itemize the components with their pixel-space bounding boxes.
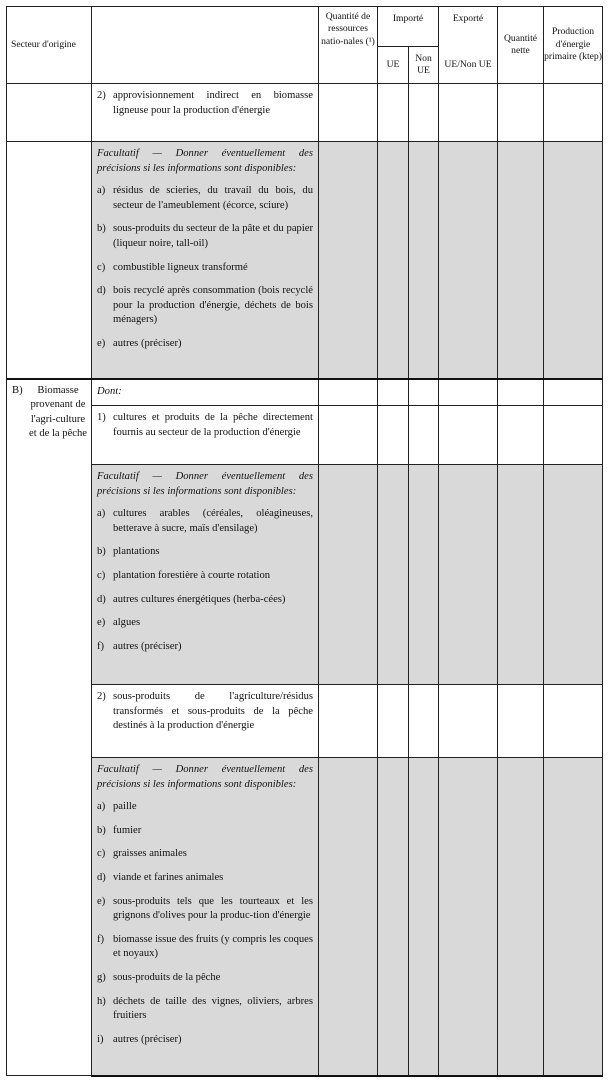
optional-intro: Facultatif — Donner éventuellement des précisions si les informations sont disponibles:	[97, 764, 313, 790]
value-cell[interactable]	[378, 685, 409, 758]
value-cell[interactable]	[544, 406, 603, 465]
item-text: sous-produits du secteur de la pâte et du papier (liqueur noire, tall-oil)	[113, 223, 313, 250]
item-label: g)	[97, 972, 106, 984]
value-cell	[319, 465, 378, 685]
value-cell[interactable]	[378, 379, 409, 406]
value-cell	[439, 465, 498, 685]
value-cell	[498, 465, 544, 685]
biomass-table	[6, 6, 603, 1077]
desc-cell	[92, 84, 319, 142]
sector-cell-b	[7, 379, 92, 1076]
sector-cell	[7, 142, 92, 379]
item-text: plantation forestière à courte rotation	[113, 570, 271, 582]
item-text: bois recyclé après consommation (bois recyclé pour la production d'énergie, déchets de bois ménagers)	[113, 285, 313, 326]
value-cell[interactable]	[439, 379, 498, 406]
item-label: 2)	[97, 90, 106, 101]
value-cell[interactable]	[319, 84, 378, 142]
value-cell[interactable]	[544, 685, 603, 758]
value-cell	[498, 142, 544, 379]
row-crops	[7, 406, 603, 465]
value-cell	[544, 142, 603, 379]
header-non-ue: Non UE	[409, 47, 439, 84]
row-optional-1	[7, 142, 603, 379]
desc-cell	[92, 465, 319, 685]
header-quantity-national: Quantité de ressources natio-nales (¹)	[319, 7, 378, 84]
item-text: combustible ligneux transformé	[113, 261, 248, 273]
item-label: d)	[97, 593, 106, 605]
value-cell[interactable]	[498, 406, 544, 465]
header-ue: UE	[378, 47, 409, 84]
value-cell	[319, 758, 378, 1076]
desc-cell	[92, 685, 319, 758]
value-cell[interactable]	[319, 379, 378, 406]
header-sector: Secteur d'origine	[7, 7, 92, 84]
value-cell[interactable]	[544, 379, 603, 406]
header-primary-energy: Production d'énergie primaire (ktep)	[544, 7, 603, 84]
item-text: approvisionnement indirect en biomasse ligneuse pour la production d'énergie	[113, 90, 313, 116]
row-dont	[7, 379, 603, 406]
value-cell	[409, 758, 439, 1076]
item-label: b)	[97, 546, 106, 558]
sector-text: Biomasse provenant de l'agri-culture et de la pêche	[29, 384, 87, 440]
value-cell[interactable]	[498, 84, 544, 142]
item-label: b)	[97, 824, 106, 836]
desc-cell	[92, 406, 319, 465]
item-text: sous-produits tels que les tourteaux et les grignons d'olives pour la produc-tion d'énergie	[113, 895, 313, 922]
item-text: viande et farines animales	[113, 872, 224, 884]
desc-cell	[92, 142, 319, 379]
item-label: a)	[97, 185, 106, 197]
item-label: c)	[97, 570, 106, 582]
item-text: plantations	[113, 546, 160, 558]
value-cell	[378, 758, 409, 1076]
sector-label: B)	[12, 384, 23, 396]
value-cell[interactable]	[439, 406, 498, 465]
item-text: algues	[113, 617, 141, 629]
item-text: paille	[113, 801, 137, 813]
value-cell[interactable]	[409, 406, 439, 465]
item-label: a)	[97, 801, 106, 813]
value-cell[interactable]	[544, 84, 603, 142]
item-text: cultures arables (céréales, oléagineuses, betterave à sucre, maïs d'ensilage)	[113, 508, 313, 534]
header-row-1	[7, 7, 603, 47]
item-text: sous-produits de l'agriculture/résidus transformés et sous-produits de la pêche destinés à la production d'énergie	[113, 691, 313, 732]
item-label: a)	[97, 508, 106, 520]
item-text: graisses animales	[113, 848, 187, 860]
item-label: c)	[97, 848, 106, 860]
item-label: h)	[97, 995, 106, 1007]
value-cell	[409, 465, 439, 685]
value-cell[interactable]	[409, 379, 439, 406]
item-label: f)	[97, 640, 105, 652]
value-cell[interactable]	[319, 406, 378, 465]
item-label: d)	[97, 872, 106, 884]
item-label: e)	[97, 338, 106, 350]
value-cell	[378, 142, 409, 379]
item-label: b)	[97, 223, 106, 235]
value-cell	[378, 465, 409, 685]
item-text: biomasse issue des fruits (y compris les coques et noyaux)	[113, 933, 313, 960]
item-label: d)	[97, 285, 106, 297]
dont-label: Dont:	[92, 379, 319, 406]
item-text: résidus de scieries, du travail du bois, du secteur de l'ameublement (écorce, sciure)	[113, 185, 313, 211]
value-cell[interactable]	[319, 685, 378, 758]
value-cell[interactable]	[378, 84, 409, 142]
value-cell[interactable]	[439, 685, 498, 758]
item-label: e)	[97, 617, 106, 629]
item-text: sous-produits de la pêche	[113, 972, 221, 984]
value-cell[interactable]	[439, 84, 498, 142]
item-text: déchets de taille des vignes, oliviers, arbres fruitiers	[113, 995, 313, 1022]
value-cell	[409, 142, 439, 379]
row-indirect	[7, 84, 603, 142]
value-cell	[544, 465, 603, 685]
desc-cell	[92, 758, 319, 1076]
header-net-quantity: Quantité nette	[498, 7, 544, 84]
value-cell	[439, 758, 498, 1076]
header-description	[92, 7, 319, 84]
item-label: e)	[97, 895, 106, 907]
row-optional-3	[7, 758, 603, 1076]
value-cell	[498, 758, 544, 1076]
item-text: fumier	[113, 824, 142, 836]
item-label: 2)	[97, 691, 106, 702]
item-text: autres cultures énergétiques (herba-cées)	[113, 593, 286, 605]
value-cell[interactable]	[409, 685, 439, 758]
value-cell[interactable]	[378, 406, 409, 465]
optional-intro: Facultatif — Donner éventuellement des précisions si les informations sont disponibles:	[97, 471, 313, 497]
row-byproducts	[7, 685, 603, 758]
row-optional-2	[7, 465, 603, 685]
header-ue-non-ue: UE/Non UE	[439, 47, 498, 84]
item-text: cultures et produits de la pêche directement fournis au secteur de la production d'énergie	[113, 412, 313, 438]
item-label: c)	[97, 261, 106, 273]
sector-cell	[7, 84, 92, 142]
value-cell[interactable]	[498, 685, 544, 758]
item-label: 1)	[97, 412, 106, 423]
value-cell	[439, 142, 498, 379]
value-cell	[319, 142, 378, 379]
item-label: i)	[97, 1033, 104, 1045]
header-exported: Exporté	[439, 7, 498, 47]
item-text: autres (préciser)	[113, 640, 182, 652]
optional-intro: Facultatif — Donner éventuellement des précisions si les informations sont disponibles:	[97, 148, 313, 174]
value-cell[interactable]	[409, 84, 439, 142]
item-label: f)	[97, 933, 105, 945]
item-text: autres (préciser)	[113, 1033, 182, 1045]
value-cell	[544, 758, 603, 1076]
value-cell[interactable]	[498, 379, 544, 406]
header-imported: Importé	[378, 7, 439, 47]
item-text: autres (préciser)	[113, 338, 182, 350]
